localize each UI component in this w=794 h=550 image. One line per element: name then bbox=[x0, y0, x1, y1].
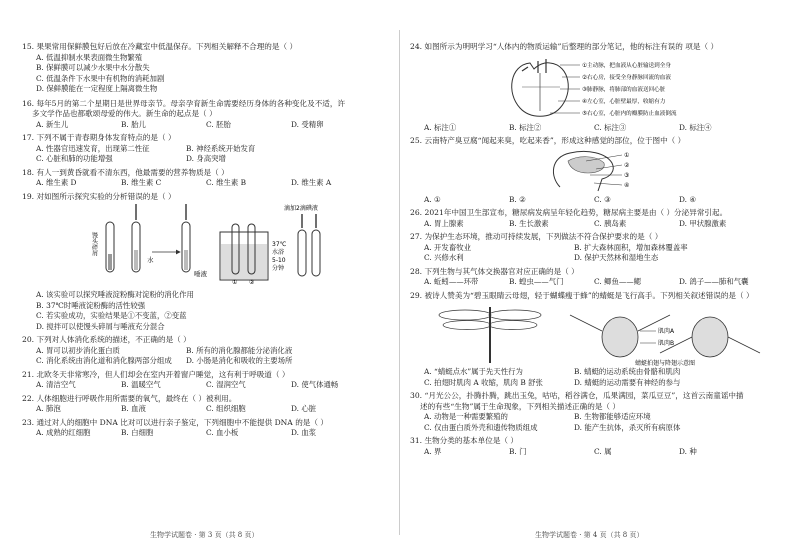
q29-option-a[interactable]: A. “蜻蜓点水”属于先天性行为 bbox=[424, 367, 523, 376]
question-17: 17. 下列不属于青春期身体发育特点的是（ ） bbox=[22, 133, 176, 142]
q28-option-a[interactable]: A. 蚯蚓——环带 bbox=[424, 277, 479, 286]
right-page-footer: 生物学试题卷 · 第 4 页（共 8 页） bbox=[535, 531, 644, 539]
q15-option-a[interactable]: A. 低温抑制水果表面微生物繁殖 bbox=[36, 52, 143, 62]
q16-option-a[interactable]: A. 新生儿 bbox=[36, 119, 69, 129]
q30-option-b[interactable]: B. 生物都能够适应环境 bbox=[574, 412, 651, 421]
q27-option-d[interactable]: D. 保护天然林和湿地生态 bbox=[574, 253, 659, 262]
brain-part-1: ① bbox=[624, 151, 630, 159]
fig-label-saliva: 唾液 bbox=[194, 270, 207, 278]
fig-label-bath: 水浴 bbox=[272, 249, 285, 256]
q17-option-b[interactable]: B. 神经系统开始发育 bbox=[186, 143, 256, 153]
q24-option-c[interactable]: C. 标注③ bbox=[594, 122, 627, 132]
dragonfly-caption: 蜻蜓拍翅与降翅示意图 bbox=[635, 360, 696, 367]
brain-part-4: ④ bbox=[624, 181, 630, 189]
question-21: 21. 北欧冬天非常寒冷，但人们却会在室内开着窗户睡觉，这有利于呼吸道（ ） bbox=[22, 369, 290, 379]
question-28: 28. 下列生物与其气体交换器官对应正确的是（ ） bbox=[410, 266, 579, 276]
muscle-b-label: 肌肉B bbox=[658, 340, 675, 347]
q23-option-d[interactable]: D. 血浆 bbox=[291, 428, 317, 437]
q26-option-a[interactable]: A. 胃上腺素 bbox=[424, 218, 464, 228]
brain-part-3: ③ bbox=[624, 171, 630, 179]
q25-option-d[interactable]: D. ④ bbox=[679, 194, 696, 204]
q21-option-a[interactable]: A. 清洁空气 bbox=[36, 380, 76, 389]
q24-option-a[interactable]: A. 标注① bbox=[424, 122, 457, 132]
q19-option-a[interactable]: A. 该实验可以探究唾液淀粉酶对淀粉的消化作用 bbox=[36, 290, 194, 299]
fig-label-water: 水 bbox=[147, 256, 154, 264]
q22-option-d[interactable]: D. 心脏 bbox=[291, 404, 317, 413]
q30-option-d[interactable]: D. 能产生抗体，杀灭所有病原体 bbox=[574, 422, 681, 432]
question-29: 29. 被诗人赞美为“碧玉眼睛云母翅，轻于蝴蝶瘦于蜂”的蜻蜓是飞行高手。下列相关叙述错误的是（ ） bbox=[410, 290, 754, 300]
q30-option-a[interactable]: A. 动物是一种需要繁殖的 bbox=[424, 412, 508, 421]
q23-option-a[interactable]: A. 成熟的红细胞 bbox=[36, 428, 91, 437]
muscle-a-label: 肌肉A bbox=[658, 328, 675, 335]
q26-option-d[interactable]: D. 甲状腺激素 bbox=[679, 218, 727, 228]
dragonfly-diagram bbox=[410, 301, 770, 367]
q21-option-b[interactable]: B. 温暖空气 bbox=[121, 380, 161, 389]
q29-option-b[interactable]: B. 蜻蜓的运动系统由骨骼和肌肉 bbox=[574, 367, 681, 376]
q25-option-c[interactable]: C. ③ bbox=[594, 194, 611, 204]
q27-option-a[interactable]: A. 开发畜牧业 bbox=[424, 242, 471, 252]
q18-option-d[interactable]: D. 维生素 A bbox=[291, 178, 332, 187]
heart-note-2: ②右心房，接受全身静脉回流的血液 bbox=[582, 74, 671, 81]
heart-diagram bbox=[410, 53, 770, 123]
heart-note-5: ⑤右心室，心脏内的瓣膜防止血液倒流 bbox=[582, 110, 677, 117]
q24-option-d[interactable]: D. 标注④ bbox=[679, 122, 712, 132]
question-30-line2: 述的有些“生物”属于生命现象，下列相关描述正确的是（ ） bbox=[420, 401, 621, 411]
q16-option-b[interactable]: B. 胎儿 bbox=[121, 119, 146, 129]
q29-option-c[interactable]: C. 拍翅时肌肉 A 收缩，肌肉 B 舒张 bbox=[424, 377, 543, 387]
q15-option-b[interactable]: B. 保鲜膜可以减少水果中水分散失 bbox=[36, 63, 150, 72]
fig-tube-2: ② bbox=[249, 279, 255, 286]
fig-tube-1: ① bbox=[232, 279, 238, 286]
q19-option-d[interactable]: D. 搅拌可以使馒头碎屑与唾液充分混合 bbox=[36, 321, 165, 331]
q16-option-d[interactable]: D. 受精卵 bbox=[291, 119, 324, 129]
question-22: 22. 人体细胞进行呼吸作用所需要的氧气，最终在（ ）被利用。 bbox=[22, 393, 237, 403]
column-divider bbox=[399, 30, 400, 535]
fig-label-bread: 馒头碎屑 bbox=[90, 232, 98, 256]
heart-note-4: ④左心室，心脏壁最厚，收缩有力 bbox=[582, 98, 666, 105]
q27-option-c[interactable]: C. 兴修水利 bbox=[424, 253, 464, 262]
q19-option-b[interactable]: B. 37℃时唾液淀粉酶的活性较强 bbox=[36, 300, 146, 310]
q20-option-c[interactable]: C. 消化系统由消化道和消化腺两部分组成 bbox=[36, 356, 172, 365]
q15-option-d[interactable]: D. 保鲜膜能在一定程度上隔离微生物 bbox=[36, 84, 158, 93]
q21-option-c[interactable]: C. 湿润空气 bbox=[206, 380, 246, 389]
q25-brain-figure bbox=[410, 147, 778, 195]
question-30: 30. “月光公公，扑腾扑腾，跳出玉兔，咕咕，稻谷满仓，瓜果满园，菜瓜豆豆”，这首云南童谣中描 bbox=[410, 391, 744, 400]
q18-option-b[interactable]: B. 维生素 C bbox=[121, 178, 162, 187]
q24-option-b[interactable]: B. 标注② bbox=[509, 122, 542, 132]
q30-option-c[interactable]: C. 仅由蛋白质外壳和遗传物质组成 bbox=[424, 422, 538, 432]
q21-option-d[interactable]: D. 使气体通畅 bbox=[291, 380, 339, 389]
question-24: 24. 如图所示为明明学习“人体内的物质运输”后整理的部分笔记，他的标注有误的 项是（ ） bbox=[410, 42, 719, 51]
q29-dragonfly-figure bbox=[410, 301, 778, 367]
question-31: 31. 生物分类的基本单位是（ ） bbox=[410, 436, 519, 445]
q28-option-d[interactable]: D. 鸽子——肺和气囊 bbox=[679, 277, 749, 286]
question-25: 25. 云南特产臭豆腐“闻起来臭，吃起来香”，形成这种感觉的部位，位于图中（ ） bbox=[410, 136, 686, 145]
q17-option-d[interactable]: D. 身高突增 bbox=[186, 154, 226, 163]
q31-option-c[interactable]: C. 属 bbox=[594, 446, 612, 456]
brain-part-2: ② bbox=[624, 161, 630, 169]
q19-experiment-figure bbox=[22, 202, 392, 290]
q28-option-c[interactable]: C. 鲫鱼——鳃 bbox=[594, 277, 642, 286]
q17-option-a[interactable]: A. 性器官迅速发育，出现第二性征 bbox=[36, 143, 150, 153]
q26-option-c[interactable]: C. 胰岛素 bbox=[594, 218, 627, 228]
q27-option-b[interactable]: B. 扩大森林面积，增加森林覆盖率 bbox=[574, 242, 688, 252]
right-page bbox=[410, 0, 778, 550]
question-26: 26. 2021年中国卫生部宣布，糖尿病发病呈年轻化趋势，糖尿病主要是由（ ）分泌异常引起。 bbox=[410, 208, 728, 217]
starch-digestion-diagram bbox=[22, 202, 322, 286]
question-19: 19. 对如图所示探究实验的分析错误的是（ ） bbox=[22, 191, 176, 201]
q22-option-c[interactable]: C. 组织细胞 bbox=[206, 404, 246, 413]
q15-option-c[interactable]: C. 低温条件下水果中有机物的消耗加剧 bbox=[36, 73, 165, 83]
q22-option-a[interactable]: A. 肺泡 bbox=[36, 404, 61, 413]
q29-option-d[interactable]: D. 蜻蜓的运动需要有神经的参与 bbox=[574, 377, 681, 387]
q20-option-a[interactable]: A. 胃可以初步消化蛋白质 bbox=[36, 345, 120, 355]
q24-heart-figure bbox=[410, 53, 778, 123]
question-16: 16. 每年5月的第二个星期日是世界母亲节。母亲孕育新生命需要经历身体的各种变化及不适，许 bbox=[22, 98, 346, 108]
q17-option-c[interactable]: C. 心脏和肺的功能增强 bbox=[36, 154, 113, 163]
q26-option-b[interactable]: B. 生长激素 bbox=[509, 218, 549, 228]
q22-option-b[interactable]: B. 血液 bbox=[121, 404, 146, 413]
q20-option-d[interactable]: D. 小肠是消化和吸收的主要场所 bbox=[186, 356, 293, 365]
left-page bbox=[22, 0, 392, 550]
q25-option-b[interactable]: B. ② bbox=[509, 194, 526, 204]
fig-label-minutes: 分钟 bbox=[272, 265, 285, 272]
q20-option-b[interactable]: B. 所有的消化腺都能分泌消化液 bbox=[186, 345, 293, 355]
brain-diagram bbox=[410, 147, 770, 195]
question-15: 15. 果果常用保鲜膜包好后放在冷藏室中低温保存。下列相关解释不合理的是（ ） bbox=[22, 42, 298, 51]
question-16-line2: 多文学作品也都歌颂母爱的伟大。新生命的起点是（ ） bbox=[32, 109, 217, 118]
question-23: 23. 通过对人的细胞中 DNA 比对可以进行亲子鉴定，下列细胞中不能提供 DNA 的是（ ） bbox=[22, 417, 328, 427]
question-20: 20. 下列对人体消化系统的描述，不正确的是（ ） bbox=[22, 335, 191, 344]
heart-note-1: ①主动脉，把血液从心脏输送到全身 bbox=[582, 62, 671, 69]
q28-option-b[interactable]: B. 蝗虫——气门 bbox=[509, 277, 564, 286]
q18-option-a[interactable]: A. 维生素 D bbox=[36, 178, 77, 187]
q25-option-a[interactable]: A. ① bbox=[424, 194, 441, 204]
fig-label-time: 5-10 bbox=[272, 257, 286, 264]
q19-option-c[interactable]: C. 若实验成功，实验结果是①不变蓝，②变蓝 bbox=[36, 311, 187, 320]
heart-note-3: ③肺静脉，将肺部的血液送回心脏 bbox=[582, 86, 666, 93]
q31-option-d[interactable]: D. 种 bbox=[679, 446, 697, 456]
q18-option-c[interactable]: C. 维生素 B bbox=[206, 178, 247, 187]
q31-option-a[interactable]: A. 界 bbox=[424, 446, 442, 456]
fig-label-temp: 37℃ bbox=[272, 241, 287, 248]
q31-option-b[interactable]: B. 门 bbox=[509, 446, 527, 456]
left-page-footer: 生物学试题卷 · 第 3 页（共 8 页） bbox=[150, 531, 259, 539]
fig-label-iodine: 滴加2滴碘液 bbox=[284, 205, 318, 212]
question-18: 18. 有人一到黄昏就看不清东西，他最需要的营养物质是（ ） bbox=[22, 167, 229, 177]
question-27: 27. 为保护生态环境，推动可持续发展，下列做法不符合保护要求的是（ ） bbox=[410, 232, 663, 241]
q23-option-b[interactable]: B. 白细胞 bbox=[121, 428, 154, 437]
q23-option-c[interactable]: C. 血小板 bbox=[206, 428, 239, 437]
q16-option-c[interactable]: C. 胚胎 bbox=[206, 119, 231, 129]
